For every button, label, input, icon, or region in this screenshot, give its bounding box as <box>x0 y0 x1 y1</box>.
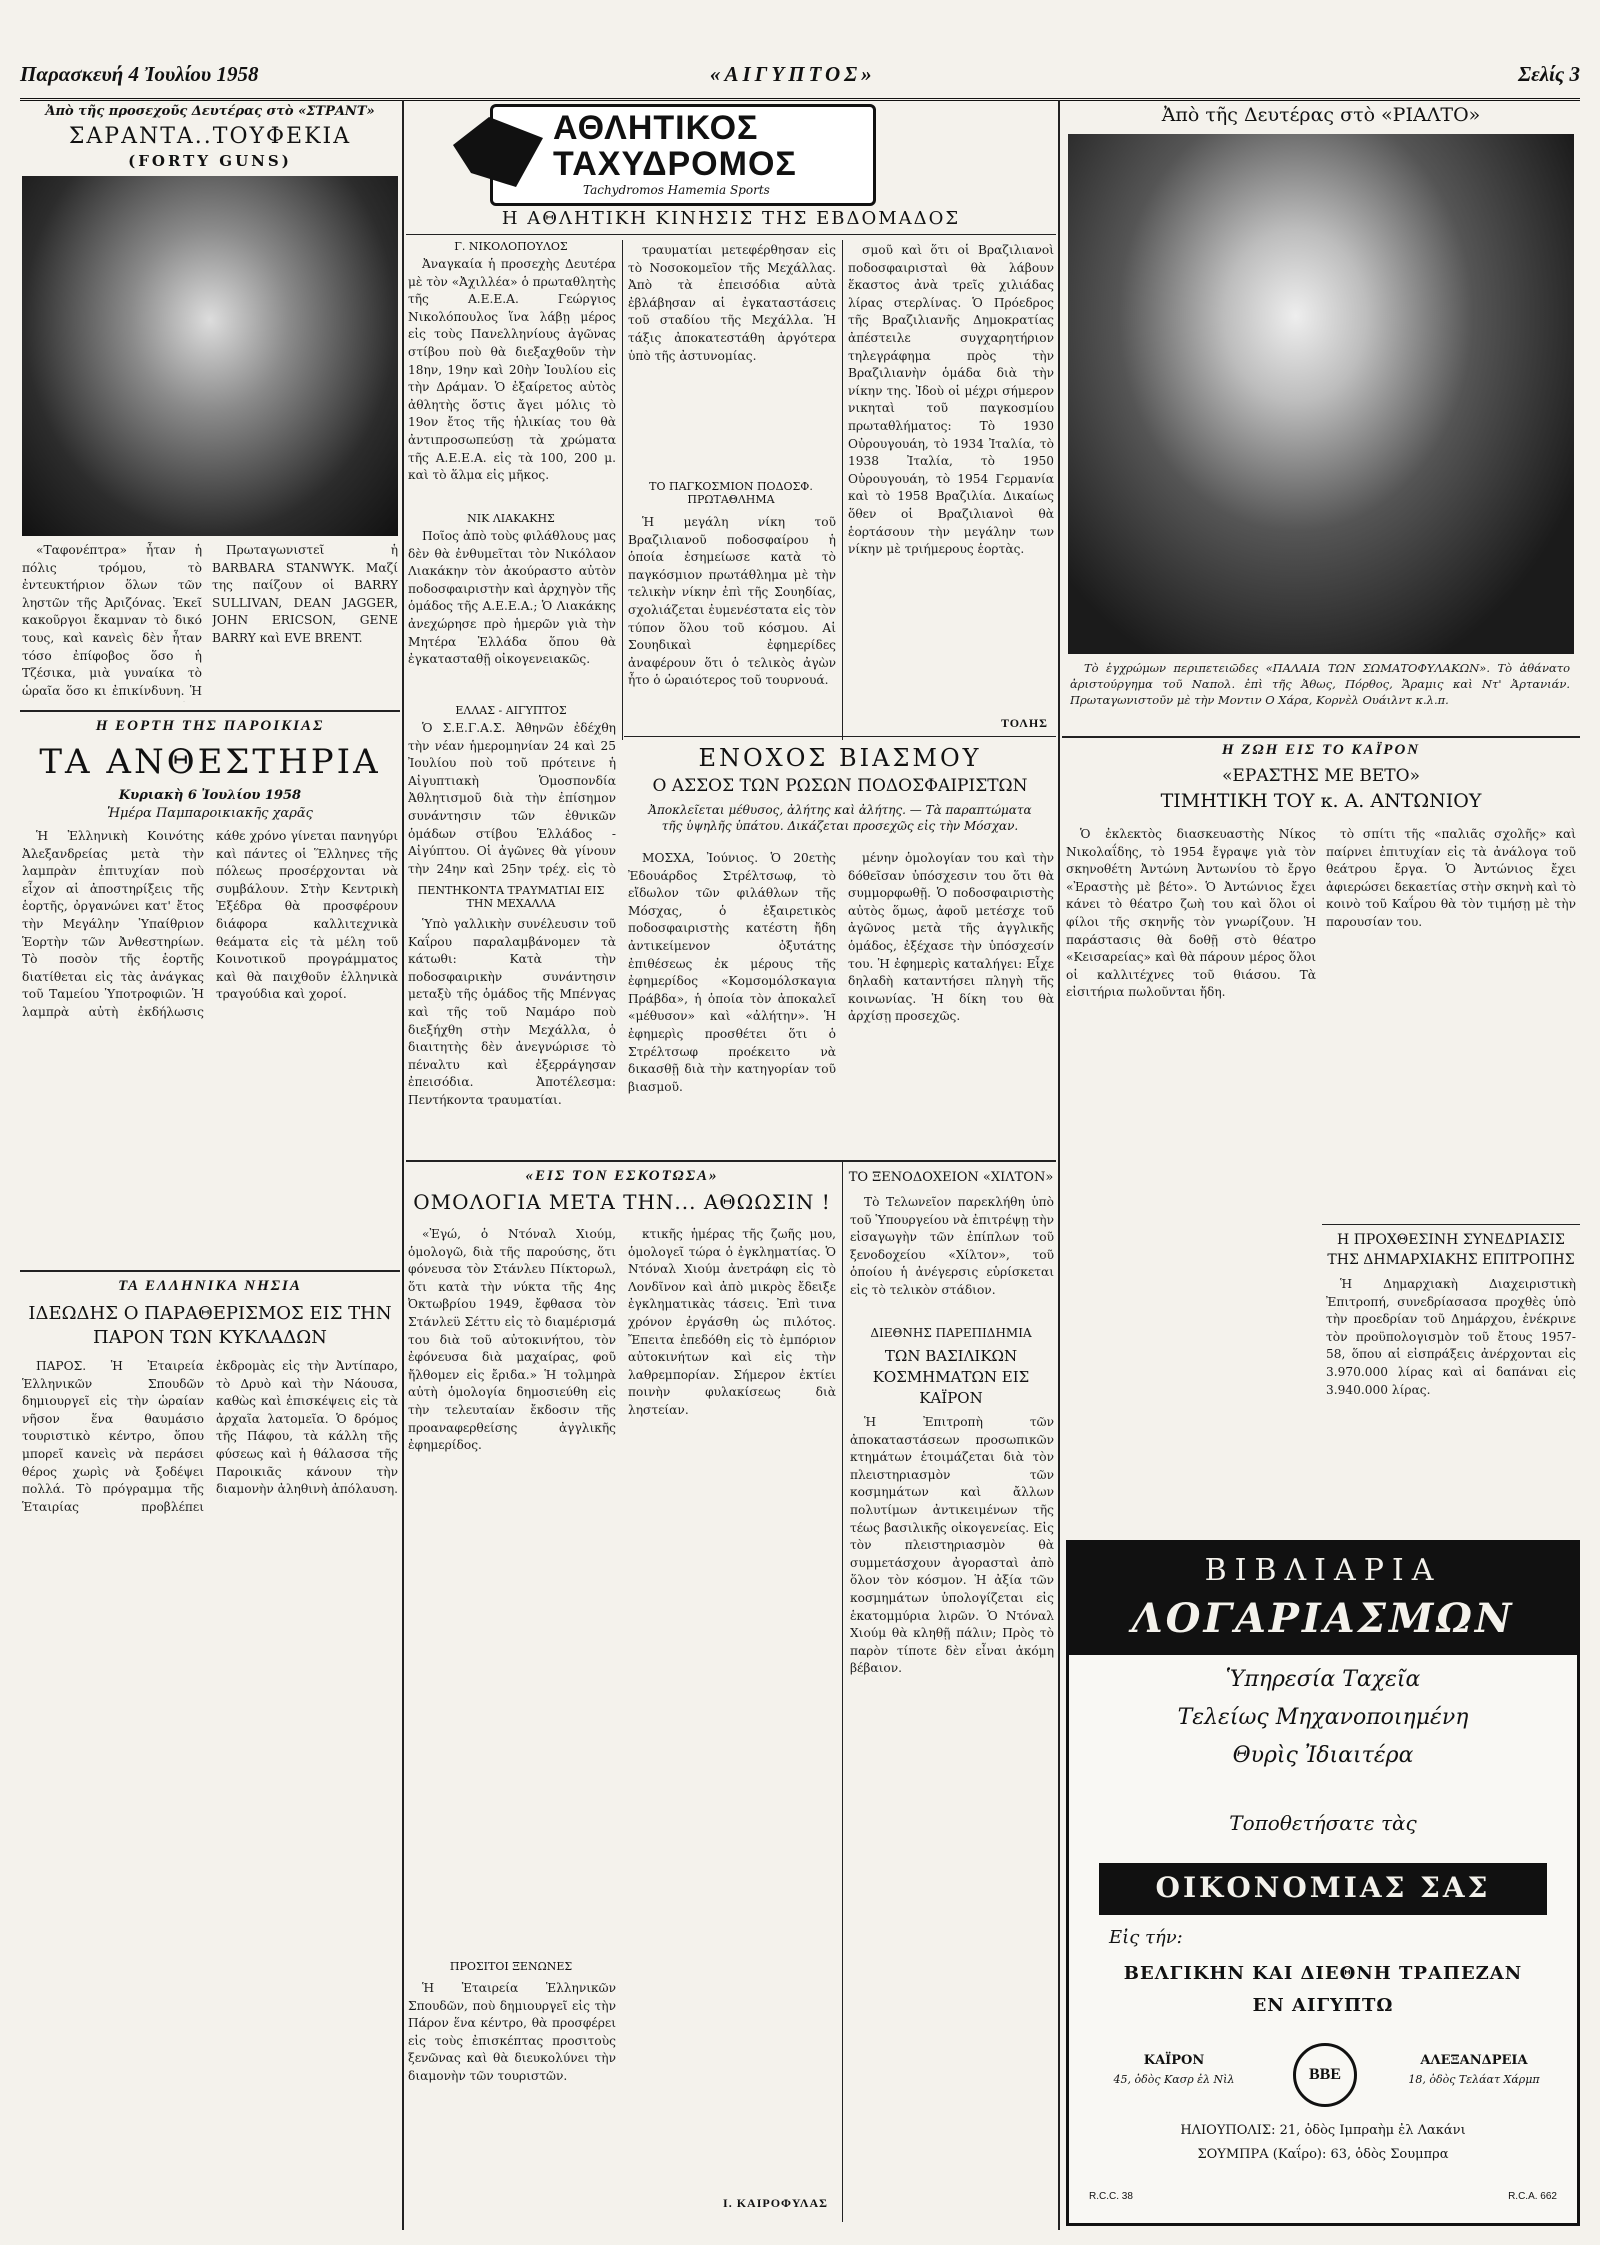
advert-line7: ΒΕΛΓΙΚΗΝ ΚΑΙ ΔΙΕΘΝΗ ΤΡΑΠΕΖΑΝ <box>1123 1963 1523 1984</box>
theatre-title1: «ΕΡΑΣΤΗΣ ΜΕ ΒΕΤΟ» <box>1222 766 1420 786</box>
jewellery-title: ΤΩΝ ΒΑΣΙΛΙΚΩΝ ΚΟΣΜΗΜΑΤΩΝ ΕΙΣ ΚΑΪΡΟΝ <box>872 1347 1030 1407</box>
hostels-text <box>408 1980 616 2180</box>
advert-cairo-addr: 45, ὁδὸς Κασρ ἐλ Νὶλ <box>1113 2073 1235 2086</box>
fest-title: ΤΑ ΑΝΘΕΣΤΗΡΙΑ <box>39 742 381 782</box>
advert-line4: Τοποθετήσατε τὰς <box>1229 1811 1417 1835</box>
sports-paragraph: τραυματίαι μετεφέρθησαν εἰς τὸ Νοσοκομεῖον τῆς Μεχάλλας. Ἀπὸ τὰ ἐπεισόδια αὐτὰ ἐβλάβησαν αἱ ἐγκαταστάσεις τοῦ σταδίου τῆς Μεχάλλα. Ἡ τάξις ἀποκατεστάθη ἀργότερα ὑπὸ τῆς ἀστυνομίας. <box>628 243 836 363</box>
section-rule <box>406 234 1056 235</box>
section-rule <box>20 1270 400 1272</box>
islands-text <box>22 1358 398 2218</box>
theatre-text2 <box>1326 826 1576 1216</box>
advert-alex-addr: 18, ὁδὸς Τελάατ Χάρμπ <box>1408 2073 1540 2086</box>
section-rule <box>624 736 1056 737</box>
confession-title: ΟΜΟΛΟΓΙΑ ΜΕΤΑ ΤΗΝ... ΑΘΩΩΣΙΝ ! <box>413 1190 831 1214</box>
advert-line5: ΟΙΚΟΝΟΜΙΑΣ ΣΑΣ <box>1155 1871 1491 1904</box>
strand-header: Ἀπὸ τῆς προσεχοῦς Δευτέρας στὸ «ΣΤΡΑΝΤ» <box>45 104 375 119</box>
theatre-text <box>1066 826 1316 1526</box>
islands-section: ΤΑ ΕΛΛΗΝΙΚΑ ΝΗΣΙΑ <box>118 1278 302 1294</box>
sports-col2b <box>628 514 836 726</box>
column-rule <box>1058 100 1060 2230</box>
theatre-section: Η ΖΩΗ ΕΙΣ ΤΟ ΚΑΪΡΟΝ <box>1221 742 1421 758</box>
confession-col2 <box>628 1226 836 1806</box>
sports-sub4: ΠΕΝΤΗΚΟΝΤΑ ΤΡΑΥΜΑΤΙΑΙ ΕΙΣ ΤΗΝ ΜΕΧΑΛΛΑ <box>417 884 605 910</box>
fest-sub: Ἡμέρα Παμπαροικιακῆς χαρᾶς <box>107 806 313 821</box>
sports-paragraph: Ποῖος ἀπὸ τοὺς φιλάθλους μας δὲν θὰ ἐνθυμεῖται τὸν Νικόλαον Λιακάκην τὸν ἀκούραστο αὐτὸν ποδοσφαιριστὴν καὶ ἀρχηγὸν τῆς ὁμάδος τῆς Α.Ε.Ε.Α.; Ὁ Λιακάκης ἀνεχώρησε πρὸ ἡμερῶν γιὰ τὴν Μητέρα Ἑλλάδα ὅπου θὰ ἐγκατασταθῇ οἰκογενειακῶς. <box>408 529 616 667</box>
rape-col1 <box>628 850 836 1150</box>
advert-title1: ΒΙΒΛΙΑΡΙΑ <box>1204 1553 1442 1588</box>
athlete-figure-icon <box>453 117 543 187</box>
section-rule <box>1322 1224 1580 1225</box>
rape-paragraph: μένην ὁμολογίαν του καὶ τὴν δόθεῖσαν ὑπόσχεσιν του ὅτι θὰ συμμορφωθῇ. Ὁ ποδοσφαιριστὴς αὐτὸς ὅμως, ἀφοῦ μετέσχε τοῦ ἀγῶνος μετὰ τῆς ἀγγλικῆς ὁμάδος, ἐξέχασε τὴν ὑπόσχεσίν του. Ἡ ἐφημερὶς καταλήγει: Εἶχε δηλαδὴ καταντήσει πληγὴ τῆς κοινωνίας. Ἡ δίκη του θὰ ἀρχίσῃ προσεχῶς. <box>848 851 1054 1024</box>
fest-paragraph: Ἡ Ἑλληνικὴ Κοινότης Ἀλεξανδρείας μετὰ τὴν λαμπρὰν ἐπιτυχίαν ποὺ εἶχον αἱ ἀποστηρίξεις τῆς ἑορτῆς, ὀργανώνει κατ' ἔτος τὴν Μεγάλην Ὑπαίθριον Ἑορτὴν τῶν Ἀνθεστηρίων. Τὸ ποσὸν τῆς ἑορτῆς διατίθεται εἰς τὰς ἀνάγκας τοῦ Ταμείου Ὑποτροφιῶν. Ἡ λαμπρὰ αὐτὴ ἐκδήλωσις κάθε χρόνο γίνεται πανηγύρι καὶ πάντες οἱ Ἕλληνες τῆς πόλεως προσέρχονται νὰ συμβάλουν. Στὴν Κεντρικὴ Ἐξέδρα θὰ προσφέρουν διάφορα καλλιτεχνικὰ θεάματα εἰς τὰ μέλη τοῦ Κοινοτικοῦ προγράμματος καὶ θὰ παιχθοῦν ἑλληνικὰ τραγούδια καὶ χοροί. <box>22 829 398 1019</box>
rape-sub: Ἀποκλεῖεται μέθυσος, ἀλήτης καὶ ἀλήτης. — Τὰ παραπτώματα τῆς ὑψηλῆς ὑπάτου. Δικάζεται προσεχῶς εἰς τὴν Μόσχαν. <box>648 803 1032 833</box>
forty-guns-photo <box>22 176 398 536</box>
advert-line6: Εἰς τήν: <box>1109 1927 1183 1948</box>
theatre-paragraph: τὸ σπίτι τῆς «παλιᾶς σχολῆς» καὶ παίρνει ἐπιτυχίαν εἰς τὰ ἀνάλογα τοῦ θεάτρου ἔργα. Ὁ Ἀντώνιος ἔχει ἀφιερώσει δεκαετίας στὴν σκηνὴ καὶ τὸ κοινὸ τοῦ Καΐρου θὰ τὸν τιμήσῃ μὲ τὴν παρουσίαν του. <box>1326 827 1576 929</box>
sports-col1d <box>408 916 616 1148</box>
strand-paragraph-a: «Ταφονέπτρα» ἦταν ἡ πόλις τρόμου, τὸ ἐντευκτήριον ὅλων τῶν ληστῶν τῆς Ἀριζόνας. Ἐκεῖ κακοῦργοι ἔκαμναν τὸ δικό τους, καὶ κανεὶς δὲν ἦταν τόσο ἐπίφοβος ὅσο ἡ Τζέσικα, μιὰ γυναίκα τὸ ὡραῖα ὅσο κι ἐπικίνδυνη. Ἡ <box>22 543 202 698</box>
hostels-sub: ΠΡΟΣΙΤΟΙ ΞΕΝΩΝΕΣ <box>449 1960 573 1973</box>
islands-paragraph: ΠΑΡΟΣ. Ἡ Ἑταιρεία Ἑλληνικῶν Σπουδῶν δημιουργεῖ εἰς τὴν ὡραίαν νῆσον ἕνα θαυμάσιο τουριστικὸ κέντρο, ὅπου μπορεῖ κανεὶς νὰ περάσει θέρος χωρὶς νὰ ξοδέψει πολλά. Τὸ πρόγραμμα τῆς Ἑταιρίας προβλέπει ἐκδρομὰς εἰς τὴν Ἀντίπαρο, τὸ Δρυὸ καὶ τὴν Νάουσα, καθὼς καὶ ἐπισκέψεις εἰς τὰ ἀρχαῖα λατομεῖα. Ὁ δρόμος τῆς Πάφου, τὰ κάλλη τῆς φύσεως καὶ ἡ θάλασσα τῆς Παροικιᾶς κάνουν τὴν διαμονὴν ἀληθινὴ ἀπόλαυση. <box>22 1359 398 1514</box>
bank-emblem-icon: BBE <box>1293 2043 1357 2107</box>
bank-advert <box>1066 1540 1580 2226</box>
confession-col1 <box>408 1226 616 1946</box>
confession-paragraph: «Ἐγώ, ὁ Ντόναλ Χιούμ, ὁμολογῶ, διὰ τῆς παρούσης, ὅτι φόνευσα τὸν Στάνλευ Πίκτορωλ, ὅτι κατὰ τὴν νύκτα τῆς 4ης Ὀκτωβρίου 1949, ἔφθασα τὸν Στάνλεϋ Σέττυ εἰς τὸ διαμέρισμά του διὰ τοῦ αὐτοκινήτου, τὸν ἐφόνευσα διὰ μαχαίρας, φοῦ ἤλθομεν εἰς ἔριδα.» Ἡ τολμηρὰ αὐτὴ ὁμολογία δημοσιεύθη εἰς τὴν τελευταίαν ἔκδοσιν τῆς προαναφερθείσης ἀγγλικῆς ἐφημερίδος. <box>408 1227 616 1453</box>
masthead <box>20 58 1580 101</box>
section-rule <box>1062 736 1580 738</box>
logo-line1: ΑΘΛΗΤΙΚΟΣ <box>553 109 759 147</box>
section-rule <box>406 1160 1056 1162</box>
confession-section: «ΕΙΣ ΤΟΝ ΕΣΚΟΤΩΣΑ» <box>525 1168 719 1184</box>
rape-col2 <box>848 850 1054 1150</box>
masthead-date: Παρασκευή 4 Ἰουλίου 1958 <box>20 62 259 86</box>
sports-col2 <box>628 242 836 492</box>
sports-sub1: Γ. ΝΙΚΟΛΟΠΟΥΛΟΣ <box>454 240 568 253</box>
advert-line2: Τελείως Μηχανοποιημένη <box>1177 1705 1469 1730</box>
confession-paragraph: κτικῆς ἡμέρας τῆς ζωῆς μου, ὁμολογεῖ τώρα ὁ ἐγκληματίας. Ὁ Ντόναλ Χιούμ ἀνετράφη εἰς τὸ Λονδῖνον καὶ ἀπὸ μικρὸς ἔδειξε ἐγκληματικὰς τάσεις. Ἐπὶ τινα χρόνον ἐργάσθη ὡς πιλότος. Ἔπειτα ἐπεδόθη εἰς τὸ ἐμπόριον αὐτοκινήτων καὶ εἰς τὴν λαθρεμπορίαν. Σήμερον ἐκτίει ποινὴν φυλακίσεως διὰ ληστείαν. <box>628 1227 836 1417</box>
world-sub: ΤΟ ΠΑΓΚΟΣΜΙΟΝ ΠΟΔΟΣΦ. ΠΡΩΤΑΘΛΗΜΑ <box>649 480 813 506</box>
rialto-caption <box>1070 660 1570 730</box>
column-rule <box>622 240 623 740</box>
sports-col1 <box>408 256 616 506</box>
rialto-caption-text: Τὸ ἐγχρώμων περιπετειῶδες «ΠΑΛΑΙΑ ΤΩΝ ΣΩΜΑΤΟΦΥΛΑΚΩΝ». Τὸ ἀθάνατο ἀριστούργημα τοῦ Ναπολ. ἐπὶ τῆς Ἀθως, Πόρθος, Ἄραμις καὶ Ντ' Ἀρτανιάν. Πρωταγωνιστοῦν μὲ τὴν Μοντιν Ο Χάρα, Κορνὲλ Ουάιλντ κ.λ.π. <box>1070 661 1570 707</box>
sports-col1c <box>408 720 616 880</box>
column-rule <box>842 1162 843 2222</box>
jewellery-section: ΔΙΕΘΝΗΣ ΠΑΡΕΠΙΔΗΜΙΑ <box>870 1326 1032 1340</box>
confession-signature: Ι. ΚΑΙΡΟΦΥΛΑΣ <box>723 2196 828 2210</box>
jewellery-text <box>850 1414 1054 2214</box>
sports-paragraph: Ὁ Σ.Ε.Γ.Α.Σ. Ἀθηνῶν ἐδέχθη τὴν νέαν ἡμερομηνίαν 24 καὶ 25 Ἰουλίου ποὺ τοῦ πρότεινε ἡ Αἰγυπτιακὴ Ὁμοσπονδία Ἀθλητισμοῦ διὰ τὴν ἐπίσημον συνάντησιν τῶν ἐθνικῶν ὁμάδων στίβου Ἑλλάδος - Αἰγύπτου. Οἱ ἀγῶνες θὰ γίνουν τὴν 24ην καὶ 25ην τρέχ. εἰς τὸ <box>408 721 616 876</box>
advert-line8: ΕΝ ΑΙΓΥΠΤΩ <box>1252 1995 1394 2016</box>
strand-text-a <box>22 542 202 702</box>
sports-sub2: ΝΙΚ ΛΙΑΚΑΚΗΣ <box>467 512 555 525</box>
strand-text-b <box>212 542 398 702</box>
sports-logo <box>490 104 876 206</box>
fest-date: Κυριακὴ 6 Ἰουλίου 1958 <box>118 788 302 803</box>
hilton-title: ΤΟ ΞΕΝΟΔΟΧΕΙΟΝ «ΧΙΛΤΟΝ» <box>848 1170 1054 1185</box>
theatre-title2: ΤΙΜΗΤΙΚΗ ΤΟΥ κ. Α. ΑΝΤΩΝΙΟΥ <box>1160 790 1482 812</box>
logo-line2: ΤΑΧΥΔΡΟΜΟΣ <box>553 145 797 183</box>
sports-sub3: ΕΛΛΑΣ - ΑΙΓΥΠΤΟΣ <box>455 704 567 717</box>
sports-paragraph: Ἀναγκαία ἡ προσεχὴς Δευτέρα μὲ τὸν «Ἀχιλλέα» ὁ πρωταθλητὴς τῆς Α.Ε.Ε.Α. Γεώργιος Νικολόπουλος ἵνα λάβῃ μέρος εἰς τοὺς Πανελληνίους ἀγῶνας στίβου ποὺ θὰ διεξαχθοῦν τὴν 18ην, 19ην καὶ 20ὴν Ἰουλίου εἰς τὴν Δράμαν. Ὁ ἐξαίρετος αὐτὸς ἀθλητὴς ὅστις ἄγει μόλις τὸ 19ον ἔτος τῆς ἡλικίας του θὰ ἀντιπροσωπεύσῃ τὰ χρώματα τῆς Α.Ε.Ε.Α. εἰς τὰ 100, 200 μ. καὶ τὸ ἅλμα εἰς μῆκος. <box>408 257 616 483</box>
sports-paragraph: σμοῦ καὶ ὅτι οἱ Βραζιλιανοὶ ποδοσφαιρισταὶ θὰ λάβουν ἕκαστος ἀνὰ τρεῖς χιλιάδας λίρας στερλίνας. Ὁ Πρόεδρος τῆς Βραζιλιανῆς Δημοκρατίας ἀπέστειλε συγχαρητήριον τηλεγράφημα πρὸς τὴν Βραζιλιανὴν ὁμάδα διὰ τὴν νίκην της. Ἰδοὺ οἱ μέχρι σήμερον νικηταὶ τοῦ παγκοσμίου πρωταθλήματος: Τὸ 1930 Οὐρουγουάη, τὸ 1934 Ἰταλία, τὸ 1938 Ἰταλία, τὸ 1950 Οὐρουγουάη, τὸ 1954 Γερμανία καὶ τὸ 1958 Βραζιλία. Δικαίως ὅθεν οἱ Βραζιλιανοὶ θὰ ἑορτάσουν τὴν μεγάλην των νίκην μὲ τριήμερους ἑορτὰς. <box>848 243 1054 557</box>
column-rule <box>402 100 404 2230</box>
council-paragraph: Ἡ Δημαρχιακὴ Διαχειριστικὴ Ἐπιτροπή, συνεδρίασασα προχθὲς ὑπὸ τὴν προεδρίαν τοῦ Δημάρχου, ἐνέκρινε τὸν προϋπολογισμὸν τοῦ ἔτους 1957-58, ὅπου αἱ εἰσπράξεις ἀνέρχονται εἰς 3.970.000 λίρας καὶ αἱ δαπάναι εἰς 3.940.000 λίρας. <box>1326 1277 1576 1397</box>
rape-title2: Ο ΑΣΣΟΣ ΤΩΝ ΡΩΣΩΝ ΠΟΔΟΣΦΑΙΡΙΣΤΩΝ <box>652 776 1028 796</box>
advert-rc1: R.C.C. 38 <box>1089 2191 1133 2202</box>
jewellery-paragraph: Ἡ Ἐπιτροπὴ τῶν ἀποκαταστάσεων προσωπικῶν κτημάτων ἑτοιμάζεται διὰ τὸν πλειστηριασμὸν τῶν κοσμημάτων καὶ ἄλλων πολυτίμων ἀντικειμένων τῆς τέως βασιλικῆς οἰκογενείας. Εἰς τὸν πλειστηριασμὸν θὰ συμμετάσχουν ἀγορασταὶ ἀπὸ ὅλον τὸν κόσμον. Ἡ ἀξία τῶν κοσμημάτων ὑπολογίζεται εἰς ἑκατομμύρια λιρῶν. Ὁ Ντόναλ Χιούμ θὰ κληθῇ πάλιν; Πρὸς τὸ παρὸν τίποτε δὲν εἶναι ἀκόμη βέβαιον. <box>850 1415 1054 1676</box>
advert-alex: ΑΛΕΞΑΝΔΡΕΙΑ <box>1420 2053 1528 2068</box>
sports-paragraph: Ὑπὸ γαλλικὴν συνέλευσιν τοῦ Καΐρου παραλαμβάνομεν τὰ κάτωθι: Κατὰ τὴν ποδοσφαιρικὴν συνάντησιν μεταξὺ τῆς ὁμάδος τῆς Μπένγας καὶ τῆς τοῦ Ναμάρο ποὺ διεξήχθη στὴν Μεχάλλα, ὁ διαιτητὴς δὲν ἀνεγνώρισε τὸ πέναλτυ καὶ ἐξερράγησαν ἐπεισόδια. Ἀποτέλεσμα: Πεντήκοντα τραυματίαι. <box>408 917 616 1107</box>
fest-text <box>22 828 398 1260</box>
strand-title: ΣΑΡΑΝΤΑ..ΤΟΥΦΕΚΙΑ <box>68 124 352 149</box>
masthead-paper: «ΑΙΓΥΠΤΟΣ» <box>710 62 876 86</box>
rialto-photo <box>1068 134 1574 654</box>
rape-title1: ΕΝΟΧΟΣ ΒΙΑΣΜΟΥ <box>698 744 982 772</box>
hilton-paragraph: Τὸ Τελωνεῖον παρεκλήθη ὑπὸ τοῦ Ὑπουργείου νὰ ἐπιτρέψῃ τὴν εἰσαγωγὴν τῶν ἐπίπλων τοῦ ξενοδοχείου «Χίλτον», τοῦ ὁποίου ἡ ἀνέγερσις εὑρίσκεται εἰς τὸ τελικὸν στάδιον. <box>850 1195 1054 1297</box>
hilton-text <box>850 1194 1054 1314</box>
advert-cairo: ΚΑΪΡΟΝ <box>1143 2053 1205 2068</box>
strand-subtitle: (FORTY GUNS) <box>128 152 292 170</box>
advert-line1: Ὑπηρεσία Ταχεῖα <box>1225 1667 1421 1692</box>
sports-col1b <box>408 528 616 698</box>
section-rule <box>20 710 400 712</box>
logo-tagline: Tachydromos Hamemia Sports <box>583 183 770 197</box>
advert-soumpra: ΣΟΥΜΠΡΑ (Καΐρο): 63, ὁδὸς Σουμπρα <box>1197 2147 1449 2162</box>
advert-heliopolis: ΗΛΙΟΥΠΟΛΙΣ: 21, ὁδὸς Ιμπραὴμ ἐλ Λακάνι <box>1180 2123 1466 2138</box>
strand-paragraph-b: Πρωταγωνιστεῖ ἡ BARBARA STANWYK. Μαζί της παίζουν οἱ BARRY SULLIVAN, DEAN JAGGER, JOHN ERICSON, GENE BARRY καὶ EVE BRENT. <box>212 543 398 645</box>
islands-title: ΙΔΕΩΔΗΣ Ο ΠΑΡΑΘΕΡΙΣΜΟΣ ΕΙΣ ΤΗΝ ΠΑΡΟΝ ΤΩΝ ΚΥΚΛΑΔΩΝ <box>28 1303 392 1348</box>
sports-title: Η ΑΘΛΗΤΙΚΗ ΚΙΝΗΣΙΣ ΤΗΣ ΕΒΔΟΜΑΔΟΣ <box>501 208 961 229</box>
advert-line3: Θυρὶς Ἰδιαιτέρα <box>1232 1743 1414 1768</box>
rape-paragraph: ΜΟΣΧΑ, Ἰούνιος. Ὁ 20ετὴς Ἐδουάρδος Στρέλτσωφ, τὸ εἴδωλον τῶν φιλάθλων τῆς Μόσχας, ὁ ἐξαιρετικὸς ποδοσφαιριστὴς κατέστη ἤδη ἀντικείμενον ὀξυτάτης ἐπιθέσεως ἐκ μέρους τῆς ἐφημερίδος «Κομσομόλσκαγια Πράβδα», ἡ ὁποία τὸν ἀποκαλεῖ «μέθυσον» καὶ «ἀλήτην». Ἡ ἐφημερὶς προσθέτει ὅτι ὁ Στρέλτσωφ προέκειτο νὰ δικασθῇ διὰ τὴν κατηγορίαν τοῦ βιασμοῦ. <box>628 851 836 1094</box>
advert-rc2: R.C.A. 662 <box>1508 2191 1557 2202</box>
advert-title2: ΛΟΓΑΡΙΑΣΜΩΝ <box>1131 1595 1515 1642</box>
sports-col3 <box>848 242 1054 712</box>
column-rule <box>842 240 843 740</box>
sports-paragraph: Ἡ μεγάλη νίκη τοῦ Βραζιλιανοῦ ποδοσφαίρου ἡ ὁποία ἐσημείωσε κατὰ τὸ παγκόσμιον πρωτάθλημα μὲ τὴν τελικὴν νίκην ἐπὶ τῆς Σουηδίας, σχολιάζεται ἐυμενέστατα εἰς τὸν τύπον ὅλου τοῦ κόσμου. Αἱ Σουηδικαὶ ἐφημερίδες ἀναφέρουν ὅτι ὁ τελικὸς ἀγὼν ἦτο ὁ ὡραιότερος τοῦ τουρνουά. <box>628 515 836 688</box>
rialto-header: Ἀπὸ τῆς Δευτέρας στὸ «ΡΙΑΛΤΟ» <box>1161 104 1481 126</box>
theatre-paragraph: Ὁ ἐκλεκτὸς διασκευαστὴς Νίκος Νικολαΐδης, τὸ 1954 ἔγραψε γιὰ τὸν σκηνοθέτη Ἀντώνη Ἀντωνίου τὸ ἔργο «Ἐραστὴς μὲ βέτο». Ὁ Ἀντώνιος ἔχει κάνει τὸ θέατρο ζωὴ του καὶ ὅλοι οἱ φίλοι τῆς σκηνῆς τὸν γνωρίζουν. Ἡ παράστασις θὰ δοθῇ στὸ θέατρο «Κεισαρείας» καὶ θὰ πάρουν μέρος ὅλοι οἱ καλλιτέχνες τοῦ θιάσου. Τὰ εἰσιτήρια πωλοῦνται ἤδη. <box>1066 827 1316 1000</box>
sports-signature: ΤΟΛΗΣ <box>1000 716 1048 730</box>
fest-section: Η ΕΟΡΤΗ ΤΗΣ ΠΑΡΟΙΚΙΑΣ <box>95 718 325 734</box>
hostels-paragraph: Ἡ Ἑταιρεία Ἑλληνικῶν Σπουδῶν, ποὺ δημιουργεῖ εἰς τὴν Πάρον ἕνα κέντρο, θὰ προσφέρει εἰς τοὺς ἐπισκέπτας προσιτοὺς ξενῶνας καὶ θὰ διευκολύνει τὴν διαμονὴν τῶν τουριστῶν. <box>408 1981 616 2083</box>
council-text <box>1326 1276 1576 1526</box>
masthead-page: Σελίς 3 <box>1518 62 1580 86</box>
council-title: Η ΠΡΟΧΘΕΣΙΝΗ ΣΥΝΕΔΡΙΑΣΙΣ ΤΗΣ ΔΗΜΑΡΧΙΑΚΗΣ ΕΠΙΤΡΟΠΗΣ <box>1327 1232 1575 1268</box>
